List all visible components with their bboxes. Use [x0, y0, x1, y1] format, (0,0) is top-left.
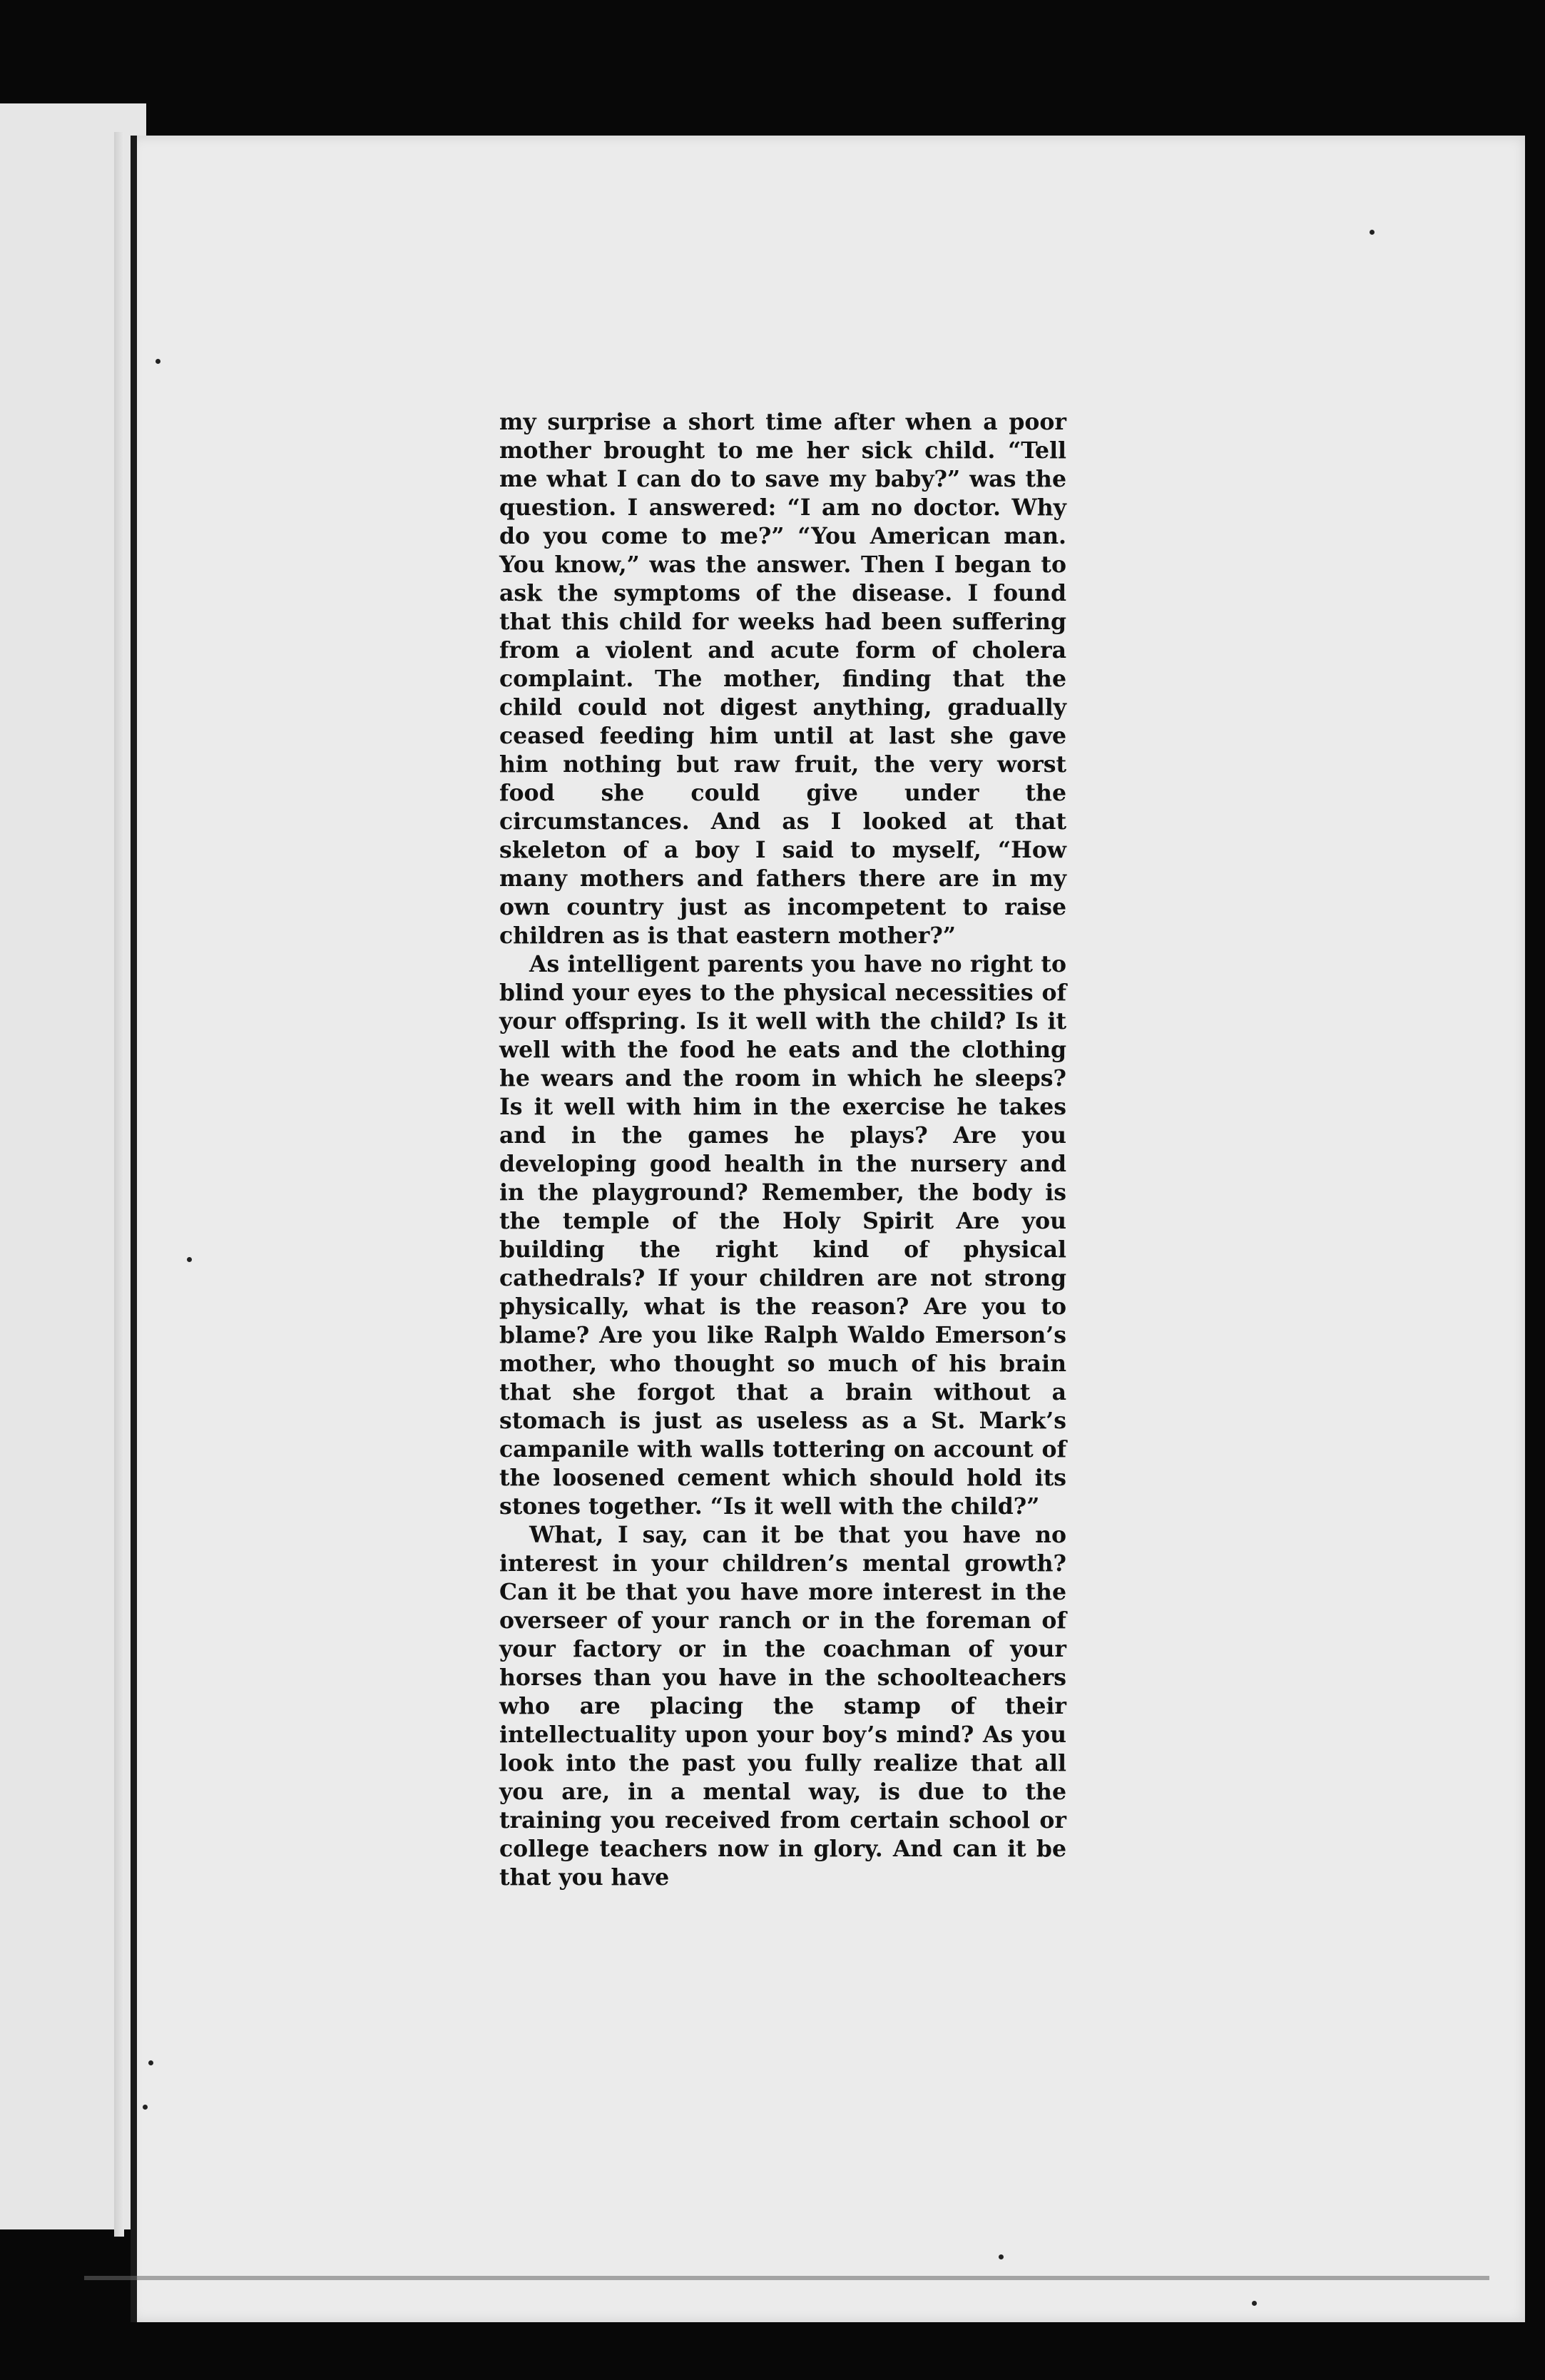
paragraph-2: As intelligent parents you have no right to blind your eyes to the physical necessities of your offspring. Is it well with the child? Is it well with the food he eats and the clothing he wears and the room in which he sleeps? Is it well with him in the exercise he takes and in the games he plays? Are you developing good health in the nursery and in the playground? Remember, the body is the temple of the Holy Spirit Are you building the right kind of physical cathedrals? If your children are not strong physically, what is the reason? Are you to blame? Are you like Ralph Waldo Emerson’s mother, who thought so much of his brain that she forgot that a brain without a stomach is just as useless as a St. Mark’s campanile with walls tottering on account of the loosened cement which should hold its stones together. “Is it well with the child?” — [499, 951, 1066, 1520]
dust-speck — [999, 2254, 1004, 2259]
page-binding-edge — [131, 136, 137, 2322]
paragraph-3: What, I say, can it be that you have no interest in your children’s mental growth? Can it be that you have more interest in the overseer of your ranch or in the foreman of your factory or in the coachman of your horses than you have in the schoolteachers who are placing the stamp of their intellectuality upon your boy’s mind? As you look into the past you fully realize that all you are, in a mental way, is due to the training you received from certain school or college teachers now in glory. And can it be that you have — [499, 1522, 1066, 1891]
paragraph-1: my surprise a short time after when a poor mother brought to me her sick child. “Tell me what I can do to save my baby?” was the question. I answered: “I am no doctor. Why do you come to me?” “You American man. You know,” was the answer. Then I began to ask the symptoms of the disease. I found that this child for weeks had been suffering from a violent and acute form of cholera complaint. The mother, finding that the child could not digest anything, gradually ceased feeding him until at last she gave him nothing but raw fruit, the very worst food she could give under the circumstances. And as I looked at that skeleton of a boy I said to myself, “How many mothers and fathers there are in my own country just as incompetent to raise children as is that eastern mother?” — [499, 409, 1066, 949]
dust-speck — [1252, 2301, 1257, 2306]
dust-speck — [148, 2060, 153, 2065]
dust-speck — [187, 1257, 192, 1262]
dust-speck — [1370, 230, 1375, 235]
page-bottom-edge — [84, 2276, 1489, 2280]
article-column — [499, 408, 1066, 1892]
dust-speck — [155, 359, 160, 364]
back-page-shadow — [114, 132, 124, 2237]
dust-speck — [143, 2105, 148, 2110]
back-page-edge — [0, 103, 146, 2229]
